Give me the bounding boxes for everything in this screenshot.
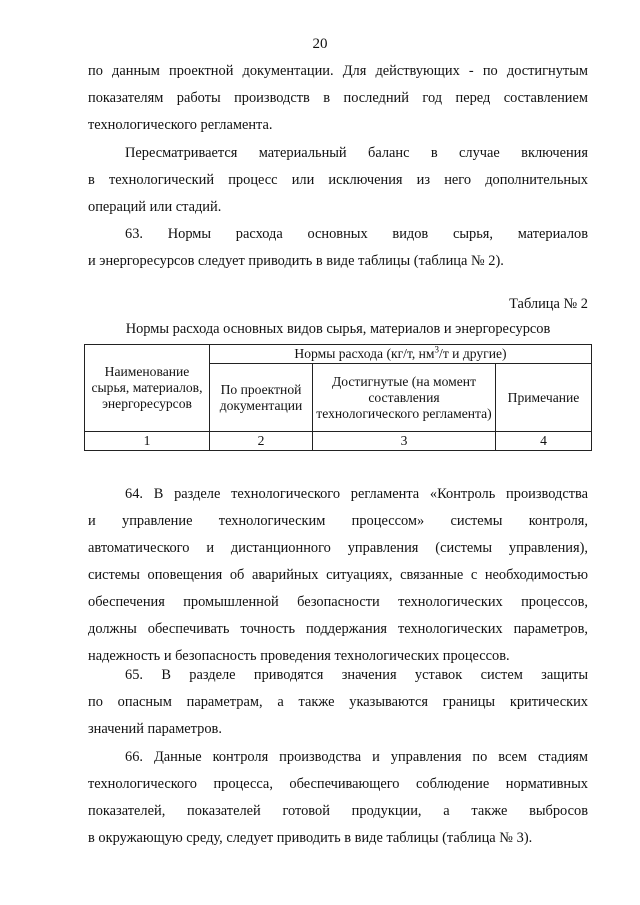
text-line: Пересматривается материальный баланс в случае включения [125, 145, 588, 161]
page-number: 20 [312, 36, 328, 52]
column-number: 3 [313, 432, 496, 451]
column-number: 1 [85, 432, 210, 451]
text-line: должны обеспечивать точность поддержания технологических параметров, [88, 621, 588, 637]
text-line: в технологический процесс или исключения из него дополнительных [88, 172, 588, 188]
text-line: технологического регламента. [88, 117, 273, 133]
header-note: Примечание [496, 364, 592, 432]
text-line: 65. В разделе приводятся значения уставок систем защиты [125, 667, 588, 683]
table-label: Таблица № 2 [509, 296, 588, 312]
text-line: системы оповещения об аварийных ситуациях, связанные с необходимостью [88, 567, 588, 583]
table-caption: Нормы расхода основных видов сырья, материалов и энергоресурсов [125, 321, 551, 337]
text-line: по опасным параметрам, а также указываются границы критических [88, 694, 588, 710]
text-line: показателям работы производств в последний год перед составлением [88, 90, 588, 106]
text-line: 66. Данные контроля производства и управления по всем стадиям [125, 749, 588, 765]
column-number: 4 [496, 432, 592, 451]
text-line: технологического процесса, обеспечивающего соблюдение нормативных [88, 776, 588, 792]
text-line: 64. В разделе технологического регламента «Контроль производства [125, 486, 588, 502]
header-norms-pre: Нормы расхода (кг/т, нм [294, 346, 435, 361]
header-achieved: Достигнутые (на момент составления технологического регламента) [313, 364, 496, 432]
text-line: обеспечения промышленной безопасности технологических процессов, [88, 594, 588, 610]
header-project: По проектной документации [210, 364, 313, 432]
text-line: 63. Нормы расхода основных видов сырья, материалов [125, 226, 588, 242]
text-line: надежность и безопасность проведения технологических процессов. [88, 648, 510, 664]
text-line: автоматического и дистанционного управления (системы управления), [88, 540, 588, 556]
text-line: по данным проектной документации. Для действующих - по достигнутым [88, 63, 588, 79]
header-norms-group [210, 345, 592, 364]
text-line: показателей, показателей готовой продукции, а также выбросов [88, 803, 588, 819]
header-norms-post: /т и другие) [439, 346, 507, 361]
norms-table [84, 344, 592, 451]
column-number: 2 [210, 432, 313, 451]
header-name: Наименование сырья, материалов, энергоресурсов [85, 345, 210, 432]
text-line: операций или стадий. [88, 199, 222, 215]
text-line: и энергоресурсов следует приводить в виде таблицы (таблица № 2). [88, 253, 504, 269]
text-line: и управление технологическим процессом» системы контроля, [88, 513, 588, 529]
text-line: в окружающую среду, следует приводить в виде таблицы (таблица № 3). [88, 830, 533, 846]
header-norms-sup: 3 [434, 344, 440, 355]
text-line: значений параметров. [88, 721, 222, 737]
